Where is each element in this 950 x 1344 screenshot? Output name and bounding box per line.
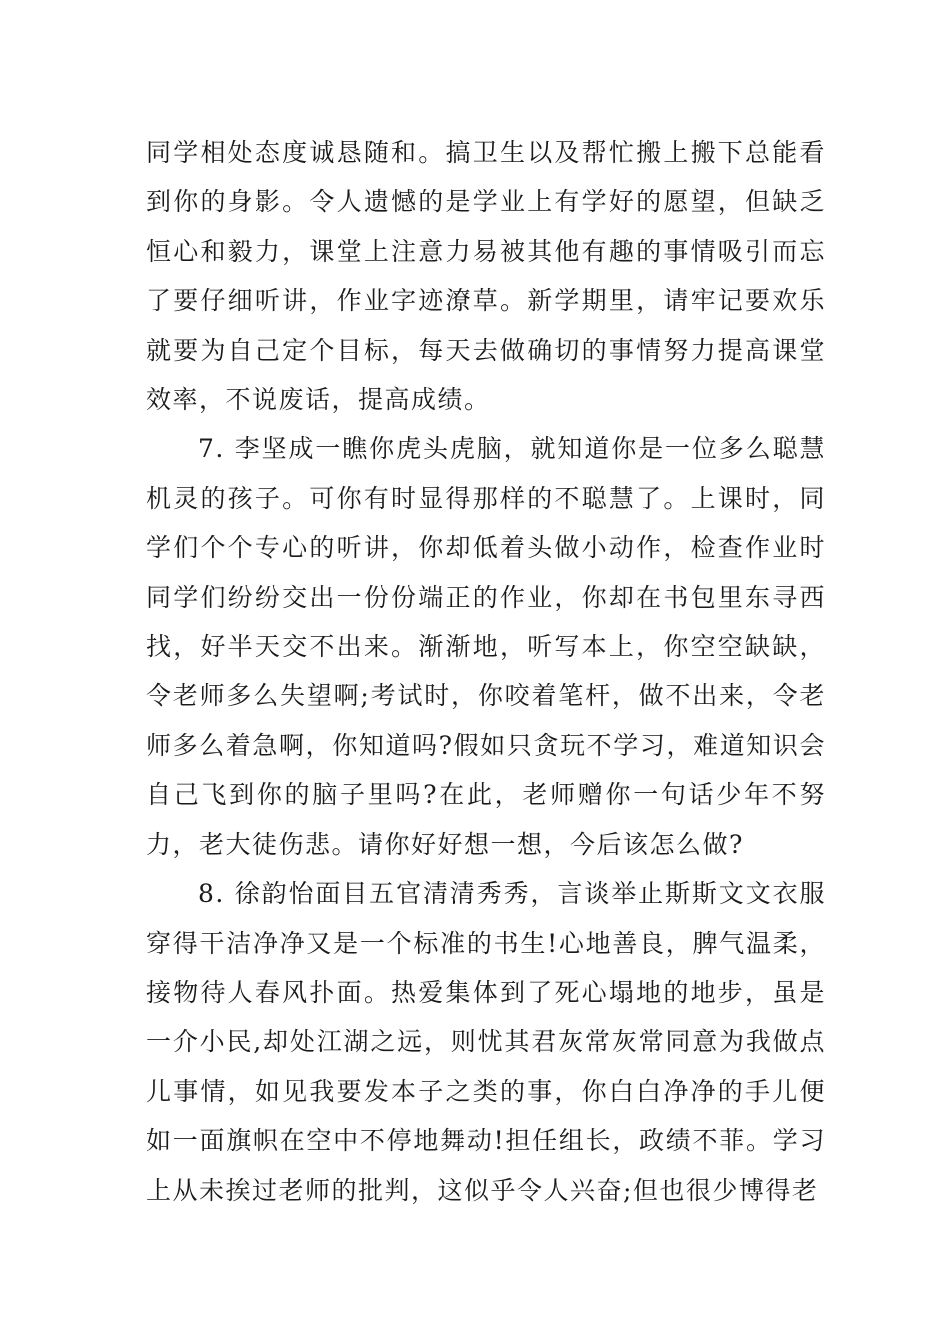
paragraph-item-7: 7. 李坚成一瞧你虎头虎脑，就知道你是一位多么聪慧机灵的孩子。可你有时显得那样的不聪慧了。上课时，同学们个个专心的听讲，你却低着头做小动作，检查作业时同学们纷纷交出一份份端正的作业，你却在书包里东寻西找，好半天交不出来。渐渐地，听写本上，你空空缺缺，令老师多么失望啊;考试时，你咬着笔杆，做不出来，令老师多么着急啊，你知道吗?假如只贪玩不学习，难道知识会自己飞到你的脑子里吗?在此，老师赠你一句话少年不努力，老大徒伤悲。请你好好想一想，今后该怎么做? [146,434,826,859]
document-body [146,128,826,1215]
paragraph-continuation: 同学相处态度诚恳随和。搞卫生以及帮忙搬上搬下总能看到你的身影。令人遗憾的是学业上有学好的愿望，但缺乏恒心和毅力，课堂上注意力易被其他有趣的事情吸引而忘了要仔细听讲，作业字迹潦草。新学期里，请牢记要欢乐就要为自己定个目标，每天去做确切的事情努力提高课堂效率，不说废话，提高成绩。 [146,138,826,415]
paragraph-item-8: 8. 徐韵怡面目五官清清秀秀，言谈举止斯斯文文衣服穿得干洁净净又是一个标准的书生!心地善良，脾气温柔，接物待人春风扑面。热爱集体到了死心塌地的地步，虽是一介小民,却处江湖之远，则忧其君灰常灰常同意为我做点儿事情，如见我要发本子之类的事，你白白净净的手儿便如一面旗帜在空中不停地舞动!担任组长，政绩不菲。学习上从未挨过老师的批判，这似乎令人兴奋;但也很少博得老 [146,879,826,1205]
